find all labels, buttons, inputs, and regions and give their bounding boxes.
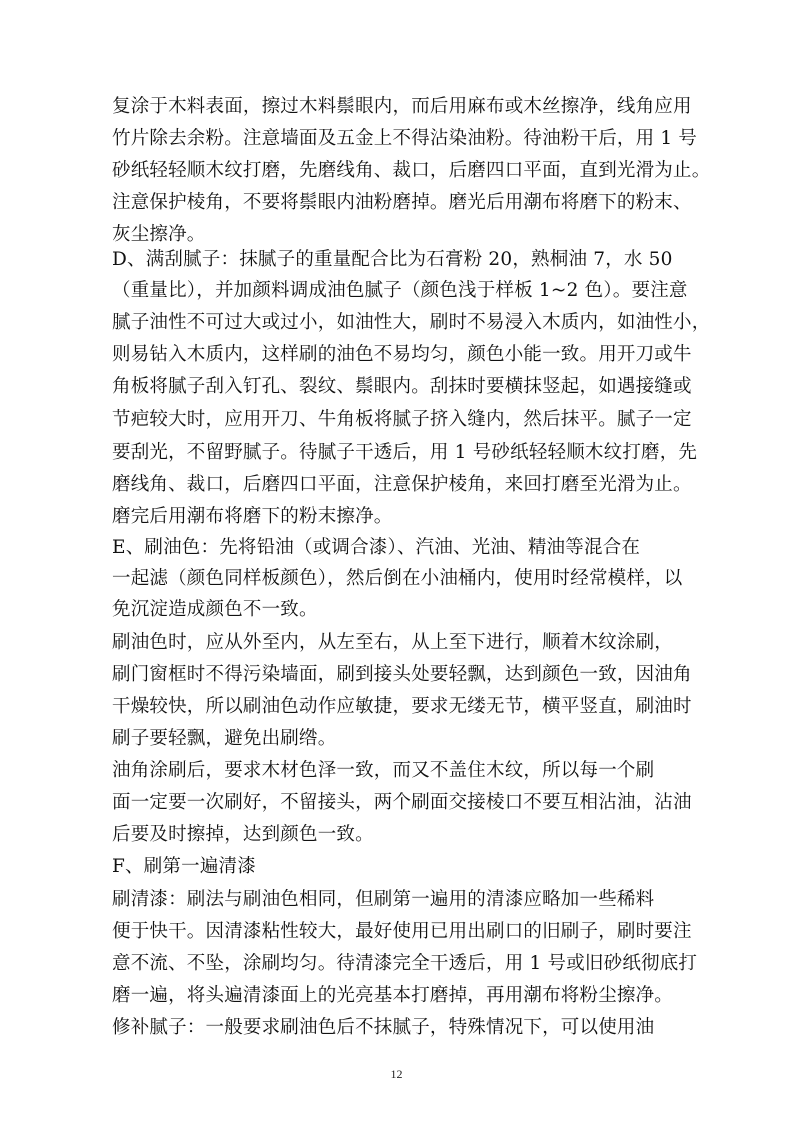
text-line: 角板将腻子刮入钉孔、裂纹、鬃眼内。刮抹时要横抹竖起，如遇接缝或 — [112, 376, 692, 397]
page-number: 12 — [390, 1067, 403, 1081]
text-line: E、刷油色：先将铅油（或调合漆）、汽油、光油、精油等混合在 — [112, 537, 641, 558]
text-line: 磨一遍，将头遍清漆面上的光亮基本打磨掉，再用潮布将粉尘擦净。 — [112, 985, 674, 1006]
text-line: 注意保护棱角，不要将鬃眼内油粉磨掉。磨光后用潮布将磨下的粉末、 — [112, 192, 692, 213]
text-line: 意不流、不坠，涂刷均匀。待清漆完全干透后，用 1 号或旧砂纸彻底打 — [112, 953, 698, 974]
text-line: F、刷第一遍清漆 — [112, 856, 256, 877]
text-line: 干燥较快，所以刷油色动作应敏捷，要求无缕无节，横平竖直，刷油时 — [112, 696, 692, 717]
text-line: 刷子要轻飘，避免出刷绺。 — [112, 728, 337, 749]
text-line: 油角涂刷后，要求木材色泽一致，而又不盖住木纹，所以每一个刷 — [112, 760, 655, 781]
text-line: 复涂于木料表面，擦过木料鬃眼内，而后用麻布或木丝擦净，线角应用 — [112, 96, 692, 117]
text-line: 腻子油性不可过大或过小，如油性大，刷时不易浸入木质内，如油性小， — [112, 312, 711, 333]
text-line: 刷油色时，应从外至内，从左至右，从上至下进行，顺着木纹涂刷， — [112, 632, 674, 653]
text-line: 砂纸轻轻顺木纹打磨，先磨线角、裁口，后磨四口平面，直到光滑为止。 — [112, 160, 711, 181]
text-line: 刷清漆：刷法与刷油色相同，但刷第一遍用的清漆应略加一些稀料 — [112, 889, 655, 910]
text-line: 后要及时擦掉，达到颜色一致。 — [112, 824, 374, 845]
text-line: D、满刮腻子：抹腻子的重量配合比为石膏粉 20，熟桐油 7，水 50 — [112, 249, 673, 270]
text-line: 刷门窗框时不得污染墙面，刷到接头处要轻飘，达到颜色一致，因油角 — [112, 664, 692, 685]
text-line: （重量比），并加颜料调成油色腻子（颜色浅于样板 1~2 色）。要注意 — [112, 280, 688, 301]
text-line: 修补腻子：一般要求刷油色后不抹腻子，特殊情况下，可以使用油 — [112, 1017, 655, 1038]
text-line: 灰尘擦净。 — [112, 224, 206, 245]
text-line: 便于快干。因清漆粘性较大，最好使用已用出刷口的旧刷子，刷时要注 — [112, 921, 692, 942]
text-line: 磨完后用潮布将磨下的粉末擦净。 — [112, 506, 393, 527]
text-line: 免沉淀造成颜色不一致。 — [112, 599, 318, 620]
text-line: 则易钻入木质内，这样刷的油色不易均匀，颜色小能一致。用开刀或牛 — [112, 344, 692, 365]
text-line: 竹片除去余粉。注意墙面及五金上不得沾染油粉。待油粉干后，用 1 号 — [112, 128, 698, 149]
text-line: 面一定要一次刷好，不留接头，两个刷面交接棱口不要互相沾油，沾油 — [112, 792, 692, 813]
text-line: 节疤较大时，应用开刀、牛角板将腻子挤入缝内，然后抹平。腻子一定 — [112, 409, 692, 430]
text-line: 一起滤（颜色同样板颜色），然后倒在小油桶内，使用时经常模样，以 — [112, 568, 683, 589]
text-line: 磨线角、裁口，后磨四口平面，注意保护棱角，来回打磨至光滑为止。 — [112, 474, 692, 495]
text-line: 要刮光，不留野腻子。待腻子干透后，用 1 号砂纸轻轻顺木纹打磨，先 — [112, 442, 698, 463]
